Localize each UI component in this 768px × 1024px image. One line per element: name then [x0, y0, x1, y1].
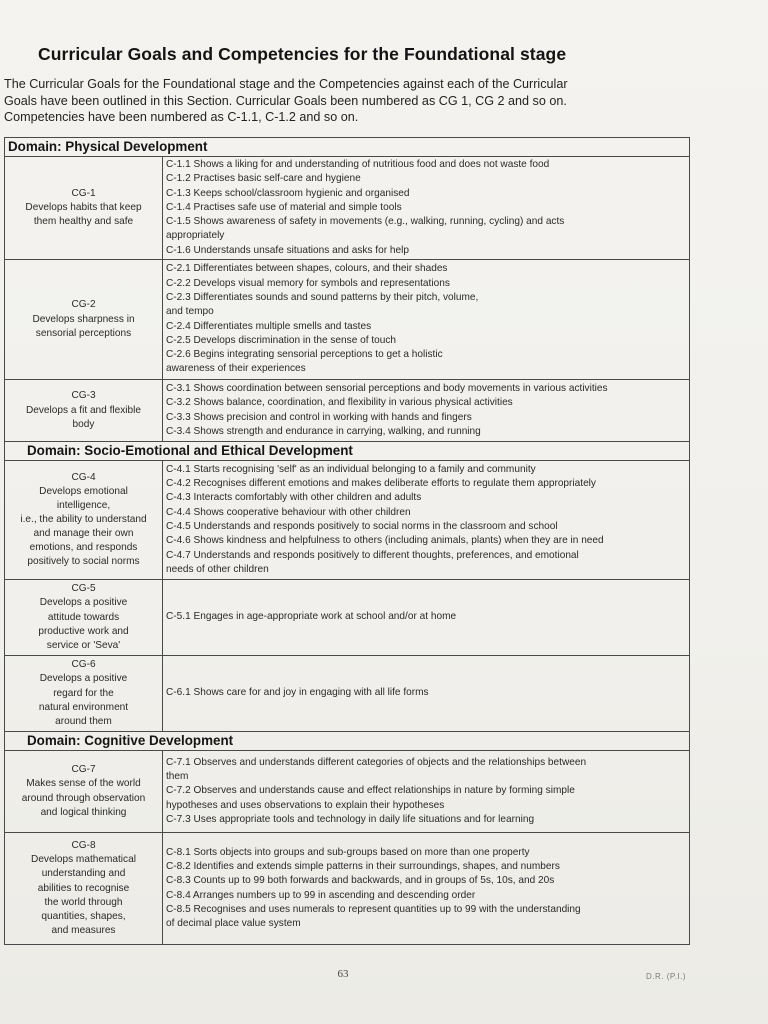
- competency-line: C-4.1 Starts recognising 'self' as an individual belonging to a family and community: [166, 463, 536, 475]
- competency-line: C-4.5 Understands and responds positively to social norms in the classroom and school: [166, 521, 558, 533]
- competency-line: of decimal place value system: [166, 918, 301, 930]
- competency-line: C-4.4 Shows cooperative behaviour with other children: [166, 506, 411, 518]
- goal-description-line: Develops habits that keep: [25, 201, 142, 213]
- competency-line: C-7.2 Observes and understands cause and effect relationships in nature by forming simple: [166, 785, 575, 797]
- goal-row: [5, 580, 690, 656]
- goal-description-line: sensorial perceptions: [35, 327, 132, 339]
- goal-description-line: Develops mathematical: [31, 854, 136, 866]
- goal-row: [5, 833, 690, 945]
- goal-description-line: the world through: [44, 896, 123, 908]
- goal-code: CG-5: [71, 583, 96, 595]
- goal-description-line: around through observation: [21, 792, 146, 804]
- competency-line: C-7.3 Uses appropriate tools and technology in daily life situations and for learning: [166, 814, 535, 826]
- intro-paragraph: [4, 76, 694, 126]
- goal-code: CG-4: [71, 471, 96, 483]
- competency-line: C-4.7 Understands and responds positively to different thoughts, preferences, and emotional: [166, 549, 579, 561]
- competency-line: needs of other children: [166, 563, 269, 575]
- competency-line: C-7.1 Observes and understands different categories of objects and the relationships between: [166, 756, 587, 768]
- competency-line: C-5.1 Engages in age-appropriate work at school and/or at home: [166, 611, 457, 623]
- competency-line: C-6.1 Shows care for and joy in engaging with all life forms: [166, 687, 429, 699]
- goal-description-line: body: [72, 418, 95, 430]
- goal-description-line: attitude towards: [47, 611, 120, 623]
- competency-line: them: [166, 771, 189, 783]
- competency-line: C-2.5 Develops discrimination in the sense of touch: [166, 334, 397, 346]
- competency-line: C-2.6 Begins integrating sensorial perceptions to get a holistic: [166, 349, 443, 361]
- goal-row: [5, 751, 690, 833]
- curricular-goal-cell: [5, 157, 163, 260]
- competency-line: C-8.4 Arranges numbers up to 99 in ascending and descending order: [166, 889, 476, 901]
- goal-description-line: i.e., the ability to understand: [20, 514, 147, 526]
- competency-line: hypotheses and uses observations to explain their hypotheses: [166, 799, 445, 811]
- domain-header-row: [5, 442, 690, 461]
- page-title: Curricular Goals and Competencies for the Foundational stage: [38, 44, 567, 64]
- competency-line: C-2.2 Develops visual memory for symbols and representations: [166, 277, 450, 289]
- goal-code: CG-8: [71, 840, 96, 852]
- curricular-goal-cell: [5, 461, 163, 580]
- goal-description-line: and measures: [51, 924, 116, 936]
- goal-description-line: productive work and: [38, 625, 129, 637]
- competency-line: C-2.3 Differentiates sounds and sound patterns by their pitch, volume,: [166, 291, 479, 303]
- competency-line: C-4.6 Shows kindness and helpfulness to others (including animals, plants) when they are in need: [166, 535, 604, 547]
- goal-code: CG-2: [71, 299, 96, 311]
- competencies-cell: [163, 260, 690, 380]
- competency-line: C-1.6 Understands unsafe situations and asks for help: [166, 244, 409, 256]
- goal-description-line: understanding and: [41, 868, 126, 880]
- goal-description-line: Develops sharpness in: [32, 313, 135, 325]
- footer-mark: D.R. (P.I.): [646, 972, 687, 981]
- domain-header-row: [5, 732, 690, 751]
- competency-line: and tempo: [166, 306, 214, 318]
- domain-title: Domain: Cognitive Development: [5, 732, 690, 751]
- goal-description-line: service or 'Seva': [46, 639, 121, 651]
- goal-code: CG-1: [71, 187, 96, 199]
- curricular-goal-cell: [5, 833, 163, 945]
- competency-line: C-3.3 Shows precision and control in working with hands and fingers: [166, 411, 472, 423]
- curricular-goal-cell: [5, 260, 163, 380]
- curricular-goal-cell: [5, 656, 163, 732]
- competency-line: C-1.4 Practises safe use of material and simple tools: [166, 201, 402, 213]
- domain-title: Domain: Socio-Emotional and Ethical Development: [5, 442, 690, 461]
- goal-description-line: quantities, shapes,: [41, 910, 126, 922]
- competency-line: C-8.3 Counts up to 99 both forwards and backwards, and in groups of 5s, 10s, and 20s: [166, 875, 555, 887]
- competencies-cell: [163, 751, 690, 833]
- goal-description-line: emotions, and responds: [29, 542, 138, 554]
- goal-code: CG-3: [71, 390, 96, 402]
- curricular-goals-table: [4, 137, 690, 945]
- goal-row: [5, 380, 690, 442]
- competencies-cell: [163, 656, 690, 732]
- curricular-goal-cell: [5, 380, 163, 442]
- intro-line: Competencies have been numbered as C-1.1, C-1.2 and so on.: [4, 110, 359, 124]
- goal-row: [5, 461, 690, 580]
- goal-description-line: abilities to recognise: [37, 882, 130, 894]
- goal-description-line: regard for the: [53, 687, 114, 699]
- competencies-cell: [163, 461, 690, 580]
- competency-line: C-3.2 Shows balance, coordination, and flexibility in various physical activities: [166, 397, 513, 409]
- competency-line: C-4.2 Recognises different emotions and makes deliberate efforts to regulate them appropriately: [166, 478, 596, 490]
- competencies-cell: [163, 380, 690, 442]
- competency-line: C-4.3 Interacts comfortably with other children and adults: [166, 492, 422, 504]
- goal-row: [5, 260, 690, 380]
- goal-description-line: intelligence,: [56, 499, 111, 511]
- goal-description-line: natural environment: [38, 701, 129, 713]
- competency-line: C-1.5 Shows awareness of safety in movements (e.g., walking, running, cycling) and acts: [166, 216, 565, 228]
- goal-description-line: Develops emotional: [39, 485, 128, 497]
- competency-line: C-3.4 Shows strength and endurance in carrying, walking, and running: [166, 425, 481, 437]
- goal-row: [5, 157, 690, 260]
- competency-line: awareness of their experiences: [166, 363, 306, 375]
- competency-line: C-8.5 Recognises and uses numerals to represent quantities up to 99 with the understanding: [166, 903, 581, 915]
- competency-line: C-1.2 Practises basic self-care and hygiene: [166, 173, 361, 185]
- goal-description-line: them healthy and safe: [33, 216, 134, 228]
- goal-description-line: Develops a fit and flexible: [25, 404, 142, 416]
- competency-line: C-1.3 Keeps school/classroom hygienic and organised: [166, 187, 410, 199]
- competency-line: C-2.4 Differentiates multiple smells and tastes: [166, 320, 372, 332]
- goal-description-line: and logical thinking: [40, 806, 127, 818]
- competencies-cell: [163, 157, 690, 260]
- goal-description-line: and manage their own: [33, 528, 134, 540]
- goal-description-line: positively to social norms: [27, 556, 140, 568]
- competency-line: C-2.1 Differentiates between shapes, colours, and their shades: [166, 263, 448, 275]
- intro-line: Goals have been outlined in this Section. Curricular Goals been numbered as CG 1, CG 2 and so on.: [4, 93, 567, 108]
- competency-line: C-8.2 Identifies and extends simple patterns in their surroundings, shapes, and numbers: [166, 860, 560, 872]
- goal-code: CG-7: [71, 764, 96, 776]
- curricular-goal-cell: [5, 751, 163, 833]
- competency-line: appropriately: [166, 230, 225, 242]
- curricular-goal-cell: [5, 580, 163, 656]
- page-number: 63: [337, 968, 349, 980]
- intro-line: The Curricular Goals for the Foundational stage and the Competencies against each of the Curricular: [4, 77, 568, 91]
- goal-row: [5, 656, 690, 732]
- competency-line: C-1.1 Shows a liking for and understanding of nutritious food and does not waste food: [166, 159, 550, 170]
- goal-code: CG-6: [71, 659, 96, 671]
- competency-line: C-3.1 Shows coordination between sensorial perceptions and body movements in various activities: [166, 382, 608, 394]
- competencies-cell: [163, 580, 690, 656]
- goal-description-line: Makes sense of the world: [26, 778, 141, 790]
- competencies-cell: [163, 833, 690, 945]
- goal-description-line: Develops a positive: [39, 673, 128, 685]
- domain-header-row: [5, 138, 690, 157]
- domain-title: Domain: Physical Development: [5, 138, 690, 157]
- competency-line: C-8.1 Sorts objects into groups and sub-groups based on more than one property: [166, 846, 530, 858]
- goal-description-line: around them: [55, 715, 112, 727]
- goal-description-line: Develops a positive: [39, 597, 128, 609]
